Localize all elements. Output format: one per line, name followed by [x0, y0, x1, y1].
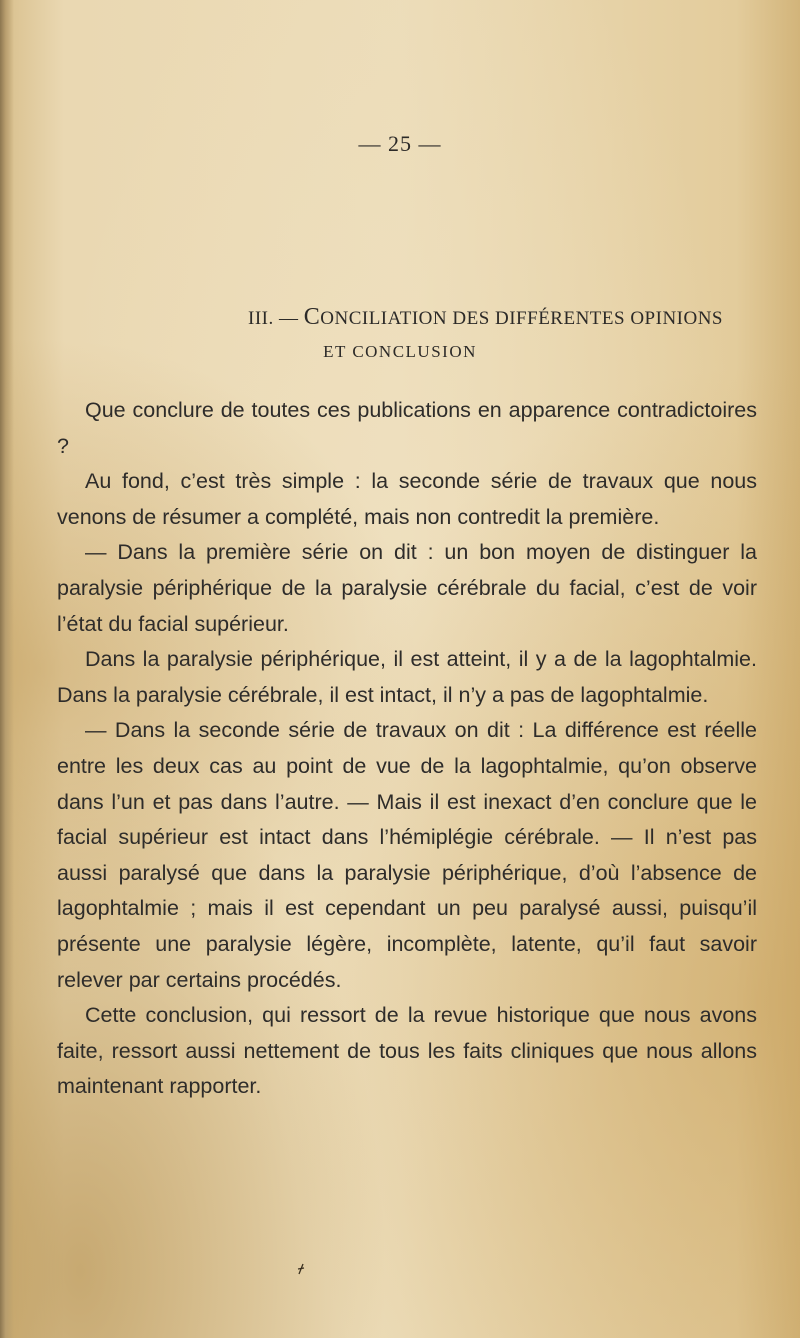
paragraph-conclusion: Cette conclusion, qui ressort de la revue historique que nous avons faite, ressort aussi nettement de tous les faits cliniques que nous allons maintenant rapporter.: [57, 1003, 757, 1099]
paragraph-answer: Au fond, c’est très simple : la seconde série de travaux que nous venons de résumer a complété, mais non contredit la première.: [57, 469, 757, 529]
section-heading: [248, 304, 723, 331]
section-title-initial: C: [303, 304, 321, 330]
ink-mark: [297, 1263, 305, 1280]
paragraph-second-series: — Dans la seconde série de travaux on dit : La différence est réelle entre les deux cas au point de vue de la lagophtalmie, qu’on observe dans l’un et pas dans l’autre. — Mais il est inexact d’en conclure que le facial supérieur est intact dans l’hémiplégie cérébrale. — Il n’est pas aussi paralysé que dans la paralysie périphérique, d’où l’absence de lagophtalmie ; mais il est cependant un peu paralysé aussi, puisqu’il présente une paralysie légère, incomplète, latente, qu’il faut savoir relever par certains procédés.: [57, 718, 757, 992]
ink-mark-icon: [297, 1263, 305, 1275]
page-edge-shadow: [0, 0, 14, 1338]
paragraph-question: Que conclure de toutes ces publications en apparence contradictoires ?: [57, 398, 757, 458]
paragraph-first-series: — Dans la première série on dit : un bon moyen de distinguer la paralysie périphérique de la paralysie cérébrale du facial, c’est de voir l’état du facial supérieur.: [57, 540, 757, 636]
section-numeral: III. —: [248, 308, 304, 329]
body-text: [57, 393, 757, 1105]
section-subheading: ET CONCLUSION: [323, 342, 477, 361]
section-title-rest: ONCILIATION DES DIFFÉRENTES OPINIONS: [320, 308, 723, 329]
paragraph-lagophtalmie: Dans la paralysie périphérique, il est atteint, il y a de la lagophtalmie. Dans la paralysie cérébrale, il est intact, il n’y a pas de lagophtalmie.: [57, 647, 757, 707]
page-number: — 25 —: [358, 131, 442, 156]
